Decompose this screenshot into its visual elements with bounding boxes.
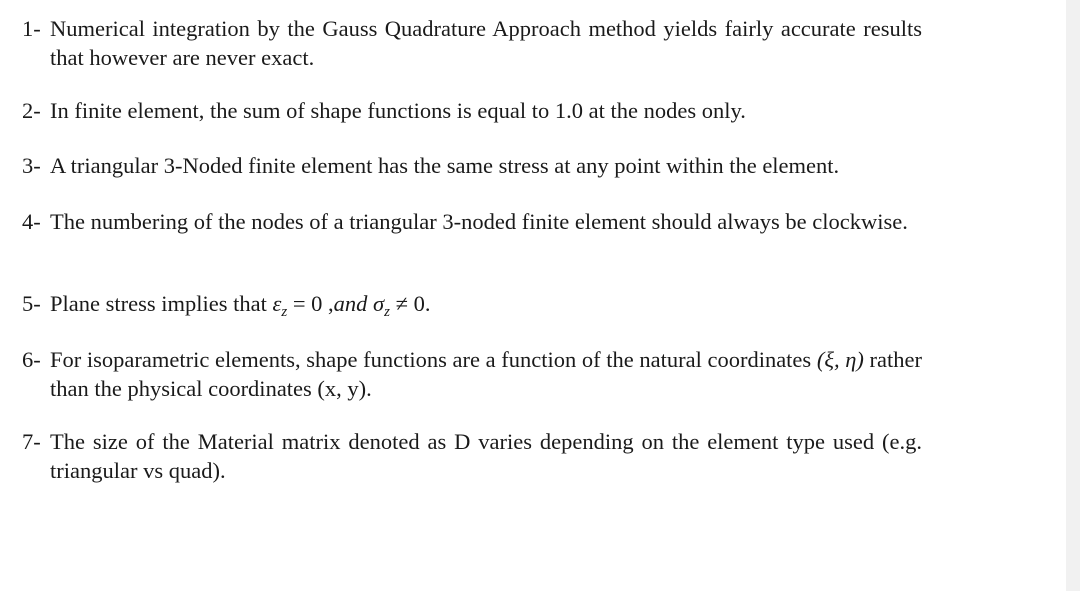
item-number: 3- — [22, 153, 41, 178]
item-text — [50, 289, 922, 327]
list-item-2 — [22, 96, 922, 125]
item-text: The numbering of the nodes of a triangular 3-noded finite element should always be clockwise. — [50, 209, 908, 234]
list-item-7 — [22, 427, 922, 485]
natural-coordinates: (ξ, η) — [816, 347, 864, 372]
equals-zero: = 0 — [287, 291, 329, 316]
and-word: and — [333, 291, 374, 316]
list-item-1 — [22, 14, 922, 72]
item-text-after: rather than the physical coordinates (x, y). — [50, 347, 922, 401]
list-item-4 — [22, 207, 922, 236]
item-number: 2- — [22, 98, 41, 123]
item-text-before: Plane stress implies that — [50, 291, 273, 316]
item-text: The size of the Material matrix denoted as D varies depending on the element type used (e.g. triangular vs quad). — [50, 429, 922, 483]
item-number: 7- — [22, 429, 41, 454]
list-item-5 — [22, 289, 922, 327]
item-text: In finite element, the sum of shape functions is equal to 1.0 at the nodes only. — [50, 98, 746, 123]
sigma-symbol: σ — [373, 291, 385, 316]
subscript-z: z — [384, 304, 390, 320]
item-text-before: For isoparametric elements, shape functions are a function of the natural coordinates — [50, 347, 817, 372]
item-number: 5- — [22, 291, 41, 316]
page-edge-strip — [1066, 0, 1080, 591]
item-text — [50, 345, 922, 403]
list-item-3 — [22, 151, 922, 180]
list-item-6 — [22, 345, 922, 403]
subscript-z: z — [281, 304, 288, 320]
comma: , — [328, 291, 334, 316]
not-equal-zero: ≠ 0. — [389, 291, 431, 316]
item-text: A triangular 3-Noded finite element has the same stress at any point within the element. — [50, 153, 840, 178]
epsilon-symbol: ε — [272, 291, 282, 316]
item-number: 6- — [22, 347, 41, 372]
item-number: 4- — [22, 209, 41, 234]
item-number: 1- — [22, 16, 41, 41]
item-text: Numerical integration by the Gauss Quadrature Approach method yields fairly accurate results that however are never exact. — [50, 16, 922, 70]
